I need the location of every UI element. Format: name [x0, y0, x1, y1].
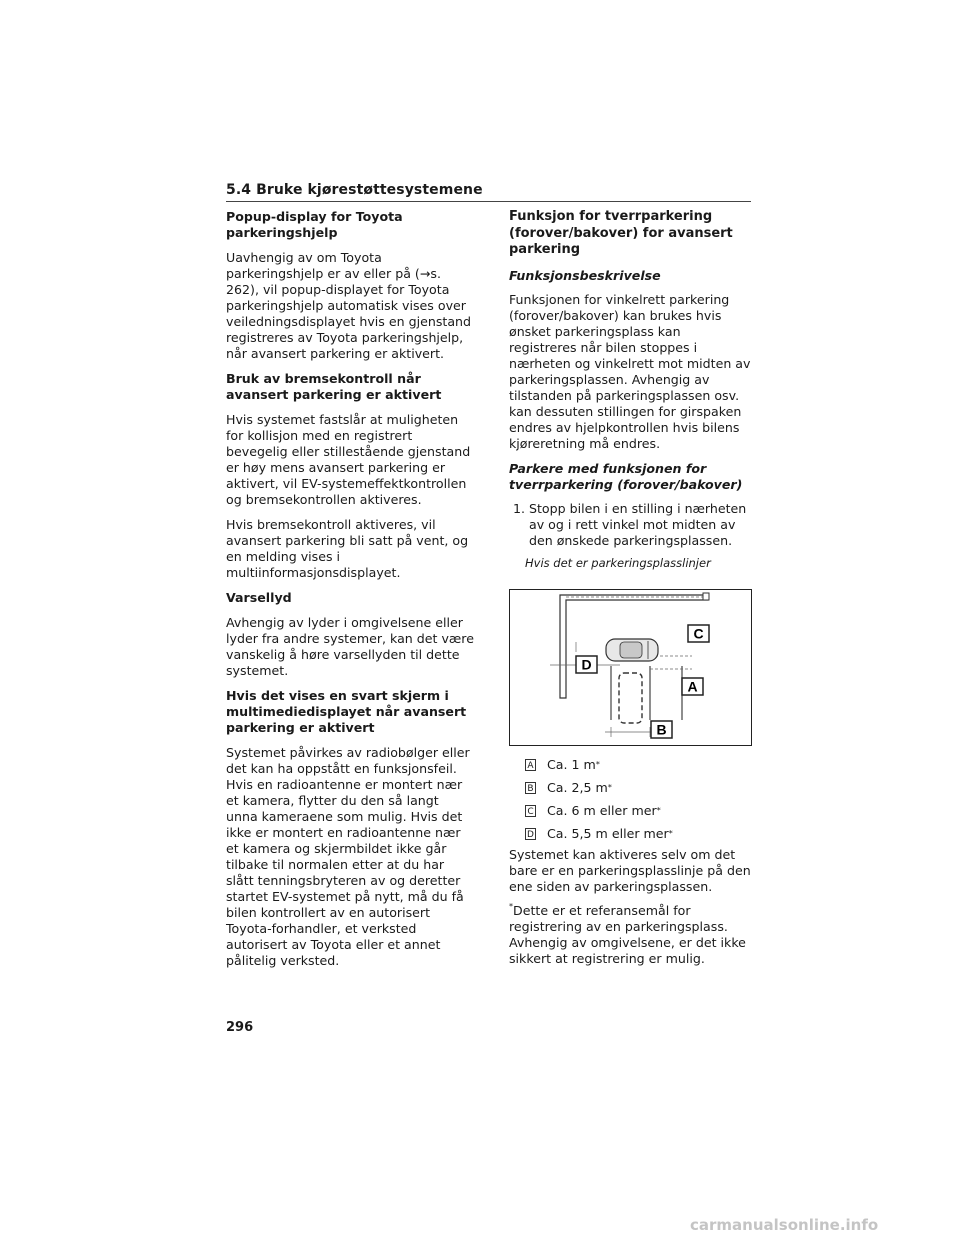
paragraph-brake-control: Hvis systemet fastslår at muligheten for kollisjon med en registrert bevegelig eller stillestående gjenstand er høy mens avansert parkering er aktivert, vil EV-systemeffektkontrollen og bremsekontrollen aktiveres.: [226, 412, 471, 507]
parking-diagram-svg: [510, 590, 751, 745]
heading-function-description: Funksjonsbeskrivelse: [509, 267, 661, 283]
svg-text:A: A: [687, 678, 698, 694]
footnote-mark: *: [607, 782, 612, 792]
parking-diagram: [509, 589, 752, 746]
legend-text: Ca. 6 m eller mer: [547, 802, 657, 818]
step-1: [513, 501, 752, 549]
heading-popup-display: Popup-display for Toyota parkeringshjelp: [226, 209, 403, 240]
label-c: [688, 625, 709, 642]
svg-text:C: C: [693, 625, 704, 641]
figure-caption: Hvis det er parkeringsplasslinjer: [525, 555, 711, 570]
car-icon: [606, 639, 658, 661]
label-b: [651, 721, 672, 738]
legend-key: D: [525, 828, 536, 840]
paragraph-brake-hold: Hvis bremsekontroll aktiveres, vil avansert parkering bli satt på vent, og en melding vises i multiinformasjonsdisplayet.: [226, 517, 469, 580]
legend-item-b: [525, 781, 752, 795]
legend-key: B: [525, 782, 536, 794]
legend-text: Ca. 2,5 m: [547, 779, 608, 795]
right-column: [509, 209, 752, 976]
footnote: [509, 899, 752, 967]
legend-text: Ca. 5,5 m eller mer: [547, 825, 669, 841]
paragraph-function-description: Funksjonen for vinkelrett parkering (forover/bakover) kan brukes hvis ønsket parkeringsplass kan registreres når bilen stoppes i nærheten og vinkelrett mot midten av parkeringsplassen. Avhengig av tilstanden på parkeringsplassen osv. kan dessuten stillingen for girspaken endres av hjelpkontrollen hvis bilens kjøreretning må endres.: [509, 291, 751, 451]
footnote-text: Dette er et referansemål for registrering av en parkeringsplass. Avhengig av omgivelsene, er det ikke sikkert at registrering er mulig.: [509, 902, 746, 966]
footnote-mark: *: [656, 805, 661, 815]
svg-text:B: B: [656, 721, 667, 737]
page-number: 296: [226, 1020, 254, 1035]
heading-brake-control: Bruk av bremsekontroll når avansert parkering er aktivert: [226, 371, 442, 402]
footnote-mark: *: [509, 901, 513, 911]
legend-key: C: [525, 805, 536, 817]
wall-end-cap: [703, 593, 709, 600]
footnote-mark: *: [595, 759, 600, 769]
paragraph-black-screen: Systemet påvirkes av radiobølger eller det kan ha oppstått en funksjonsfeil. Hvis en radioantenne er montert nær et kamera, flytter du den så langt unna kameraene som mulig. Hvis det ikke er montert en radioantenne nær et kamera og skjermbildet ikke går tilbake til normalen etter at du har slått tenningsbryteren av og deretter startet EV-systemet på nytt, må du få bilen kontrollert av en autorisert Toyota-forhandler, et verksted autorisert av Toyota eller et annet pålitelig verksted.: [226, 745, 470, 968]
heading-black-screen: Hvis det vises en svart skjerm i multimediedisplayet når avansert parkering er aktivert: [226, 688, 467, 735]
target-parking-slot: [619, 673, 642, 723]
section-title: 5.4 Bruke kjørestøttesystemene: [226, 182, 483, 198]
heading-parking-procedure: Parkere med funksjonen for tverrparkering (forover/bakover): [509, 460, 743, 492]
step-number: 1.: [513, 500, 526, 516]
heading-perpendicular-parking: Funksjon for tverrparkering (forover/bakover) for avansert parkering: [509, 209, 733, 257]
step-text: Stopp bilen i en stilling i nærheten av og i rett vinkel mot midten av den ønskede parkeringsplassen.: [529, 500, 747, 548]
paragraph-single-line: Systemet kan aktiveres selv om det bare er en parkeringsplasslinje på den ene siden av parkeringsplassen.: [509, 846, 751, 894]
legend-key: A: [525, 759, 536, 771]
label-d: [576, 656, 597, 673]
svg-text:D: D: [581, 656, 592, 672]
legend-text: Ca. 1 m: [547, 756, 596, 772]
paragraph-popup-display: Uavhengig av om Toyota parkeringshjelp er av eller på (→s. 262), vil popup-displayet for Toyota parkeringshjelp automatisk vises over veiledningsdisplayet hvis en gjenstand registreres av Toyota parkeringshjelp, når avansert parkering er aktivert.: [226, 250, 472, 361]
watermark: carmanualsonline.info: [690, 1216, 879, 1234]
footnote-mark: *: [668, 828, 673, 838]
section-header: [226, 179, 751, 202]
legend-item-a: [525, 758, 752, 772]
left-column: [226, 209, 474, 978]
heading-warning-sound: Varsellyd: [226, 590, 292, 605]
legend-item-c: [525, 804, 752, 818]
label-a: [682, 678, 703, 695]
paragraph-warning-sound: Avhengig av lyder i omgivelsene eller lyder fra andre systemer, kan det være vanskelig å høre varsellyden til dette systemet.: [226, 615, 474, 678]
legend-item-d: [525, 827, 752, 841]
